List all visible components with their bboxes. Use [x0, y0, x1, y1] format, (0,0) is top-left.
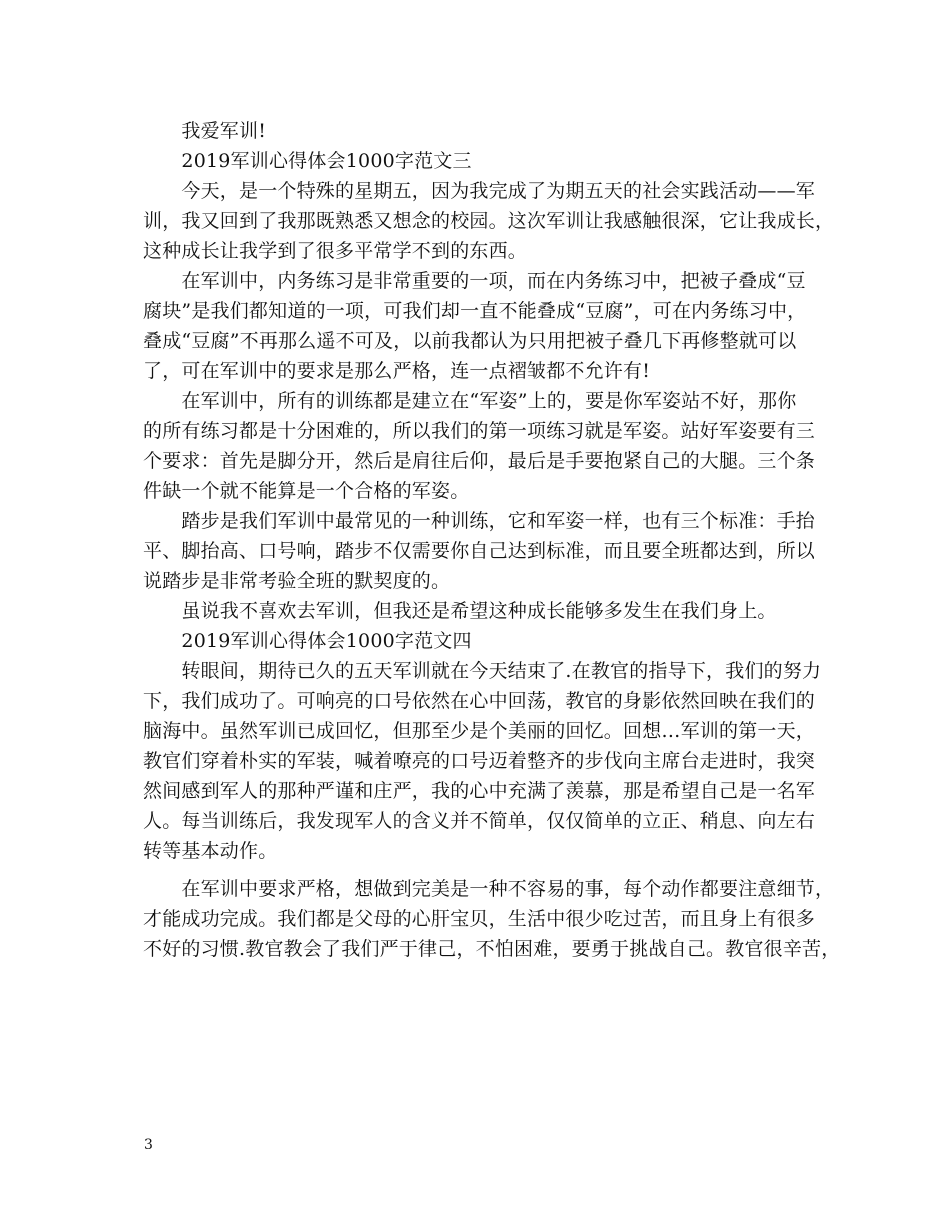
text-line: 脑海中。虽然军训已成回忆，但那至少是个美丽的回忆。回想…军训的第一天， [143, 720, 816, 742]
text-line: 平、脚抬高、口号响，踏步不仅需要你自己达到标准，而且要全班都达到，所以 [143, 540, 816, 562]
text-line: 个要求：首先是脚分开，然后是肩往后仰，最后是手要抱紧自己的大腿。三个条 [143, 450, 816, 472]
text-line: 虽说我不喜欢去军训，但我还是希望这种成长能够多发生在我们身上。 [143, 600, 777, 622]
text-line: 腐块”是我们都知道的一项，可我们却一直不能叠成“豆腐”，可在内务练习中， [143, 300, 807, 322]
text-line: 了，可在军训中的要求是那么严格，连一点褶皱都不允许有! [143, 360, 651, 382]
text-line: 件缺一个就不能算是一个合格的军姿。 [143, 480, 470, 502]
page-number: 3 [144, 1137, 153, 1153]
text-line: 我爱军训! [143, 120, 267, 142]
text-line: 不好的习惯.教官教会了我们严于律己，不怕困难，要勇于挑战自己。教官很辛苦， [143, 938, 841, 960]
text-line: 叠成“豆腐”不再那么遥不可及，以前我都认为只用把被子叠几下再修整就可以 [143, 330, 797, 352]
text-line: 下，我们成功了。可响亮的口号依然在心中回荡，教官的身影依然回映在我们的 [143, 690, 816, 712]
text-line: 这种成长让我学到了很多平常学不到的东西。 [143, 240, 528, 262]
section-heading: 2019军训心得体会1000字范文四 [143, 630, 472, 652]
text-line: 转等基本动作。 [143, 840, 278, 862]
text-line: 训，我又回到了我那既熟悉又想念的校园。这次军训让我感触很深，它让我成长， [143, 210, 835, 232]
text-line: 转眼间，期待已久的五天军训就在今天结束了.在教官的指导下，我们的努力 [143, 660, 822, 682]
body-text [143, 116, 841, 964]
text-line: 才能成功完成。我们都是父母的心肝宝贝，生活中很少吃过苦，而且身上有很多 [143, 908, 816, 930]
text-line: 人。每当训练后，我发现军人的含义并不简单，仅仅简单的立正、稍息、向左右 [143, 810, 816, 832]
text-line: 的所有练习都是十分困难的，所以我们的第一项练习就是军姿。站好军姿要有三 [143, 420, 816, 442]
text-line: 在军训中要求严格，想做到完美是一种不容易的事，每个动作都要注意细节， [143, 878, 835, 900]
text-line: 在军训中，所有的训练都是建立在“军姿”上的，要是你军姿站不好，那你 [143, 390, 797, 412]
text-line: 然间感到军人的那种严谨和庄严，我的心中充满了羡慕，那是希望自己是一名军 [143, 780, 816, 802]
paragraph-gap [143, 866, 823, 874]
text-line: 踏步是我们军训中最常见的一种训练，它和军姿一样，也有三个标准：手抬 [143, 510, 816, 532]
section-heading: 2019军训心得体会1000字范文三 [143, 150, 472, 172]
text-line: 教官们穿着朴实的军装，喊着嘹亮的口号迈着整齐的步伐向主席台走进时，我突 [143, 750, 816, 772]
text-line: 说踏步是非常考验全班的默契度的。 [143, 570, 451, 592]
text-line: 今天，是一个特殊的星期五，因为我完成了为期五天的社会实践活动——军 [143, 180, 816, 202]
text-line: 在军训中，内务练习是非常重要的一项，而在内务练习中，把被子叠成“豆 [143, 270, 806, 292]
